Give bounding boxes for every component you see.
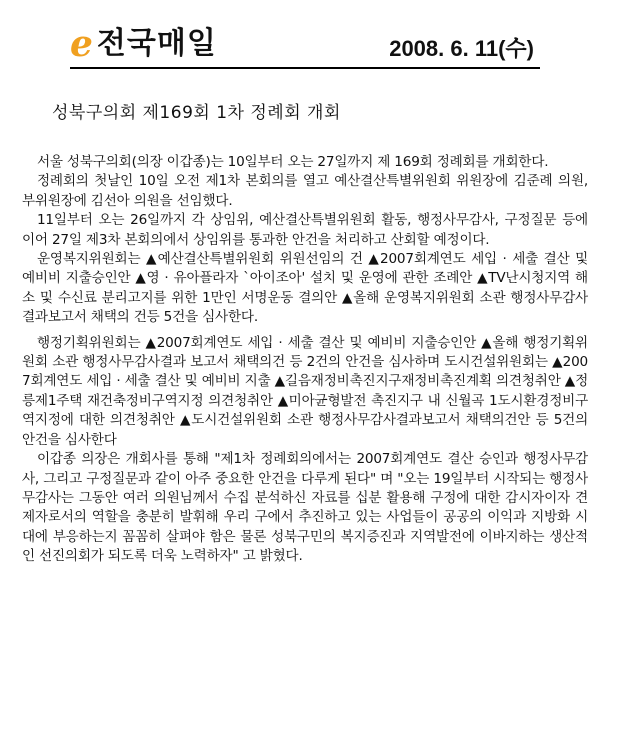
article-body bbox=[22, 153, 588, 567]
newspaper-logo bbox=[70, 18, 217, 65]
article-headline: 성북구의회 제169회 1차 정례회 개회 bbox=[52, 103, 341, 123]
article-paragraph-1: 서울 성북구의회(의장 이갑종)는 10일부터 오는 27일까지 제 169회 정례회를 개회한다. bbox=[36, 154, 549, 170]
publication-date: 2008. 6. 11(수) bbox=[389, 36, 534, 61]
article-paragraph-4: 운영복지위원회는 ▲예산결산특별위원회 위원선임의 건 ▲2007회계연도 세입 · 세출 결산 및 예비비 지출승인안 ▲영 · 유아플라자 `아이조아' 설치 및 운영에 관한 조례안 ▲TV난시청지역 해소 및 수신료 분리고지를 위한 1만인 서명운동 결의안 ▲올해 운영복지위원회 소관 행정사무감사결과보고서 채택의 건등 5건을 심사한다. bbox=[22, 251, 588, 326]
article-paragraph-6: 이갑종 의장은 개회사를 통해 "제1차 정례회의에서는 2007회계연도 결산 승인과 행정사무감사, 그리고 구정질문과 같이 아주 중요한 안건을 다루게 된다" 며 "오는 19일부터 시작되는 행정사무감사는 그동안 여러 의원님께서 수집 분석하신 자료를 십분 활용해 구정에 대한 감시자이자 견제자로서의 역할을 충분히 발휘해 우리 구에서 추진하고 있는 사업들이 공공의 이익과 지방화 시대에 부응하는지 꼼꼼히 살펴야 함은 물론 성북구민의 복지증진과 지역발전에 이바지하는 생산적인 선진의회가 되도록 더욱 노력하자" 고 밝혔다. bbox=[22, 451, 588, 565]
article-paragraph-3: 11일부터 오는 26일까지 각 상임위, 예산결산특별위원회 활동, 행정사무감사, 구정질문 등에 이어 27일 제3차 본회의에서 상임위를 통과한 안건을 처리하고 산회할 예정이다. bbox=[22, 212, 588, 248]
newspaper-name: 전국매일 bbox=[96, 26, 217, 61]
masthead-divider bbox=[70, 67, 540, 69]
logo-e-mark: e bbox=[70, 23, 93, 65]
article-paragraph-2: 정례회의 첫날인 10일 오전 제1차 본회의를 열고 예산결산특별위원회 위원장에 김준례 의원, 부위원장에 김선아 의원을 선임했다. bbox=[22, 173, 588, 209]
article-paragraph-5: 행정기획위원회는 ▲2007회계연도 세입 · 세출 결산 및 예비비 지출승인안 ▲올해 행정기획위원회 소관 행정사무감사결과 보고서 채택의건 등 2건의 안건을 심사하며 도시건설위원회는 ▲2007회계연도 세입 · 세출 결산 및 예비비 지출 ▲길음재정비촉진지구재정비촉진계획 의견청취안 ▲정릉제1주택 재건축정비구역지정 의견청취안 ▲미아균형발전 촉진지구 내 신월곡 1도시환경정비구역지정에 대한 의견청취안 ▲도시건설위원회 소관 행정사무감사결과보고서 채택의건안 등 5건의 안건을 심사한다 bbox=[22, 334, 588, 448]
masthead bbox=[70, 18, 540, 66]
